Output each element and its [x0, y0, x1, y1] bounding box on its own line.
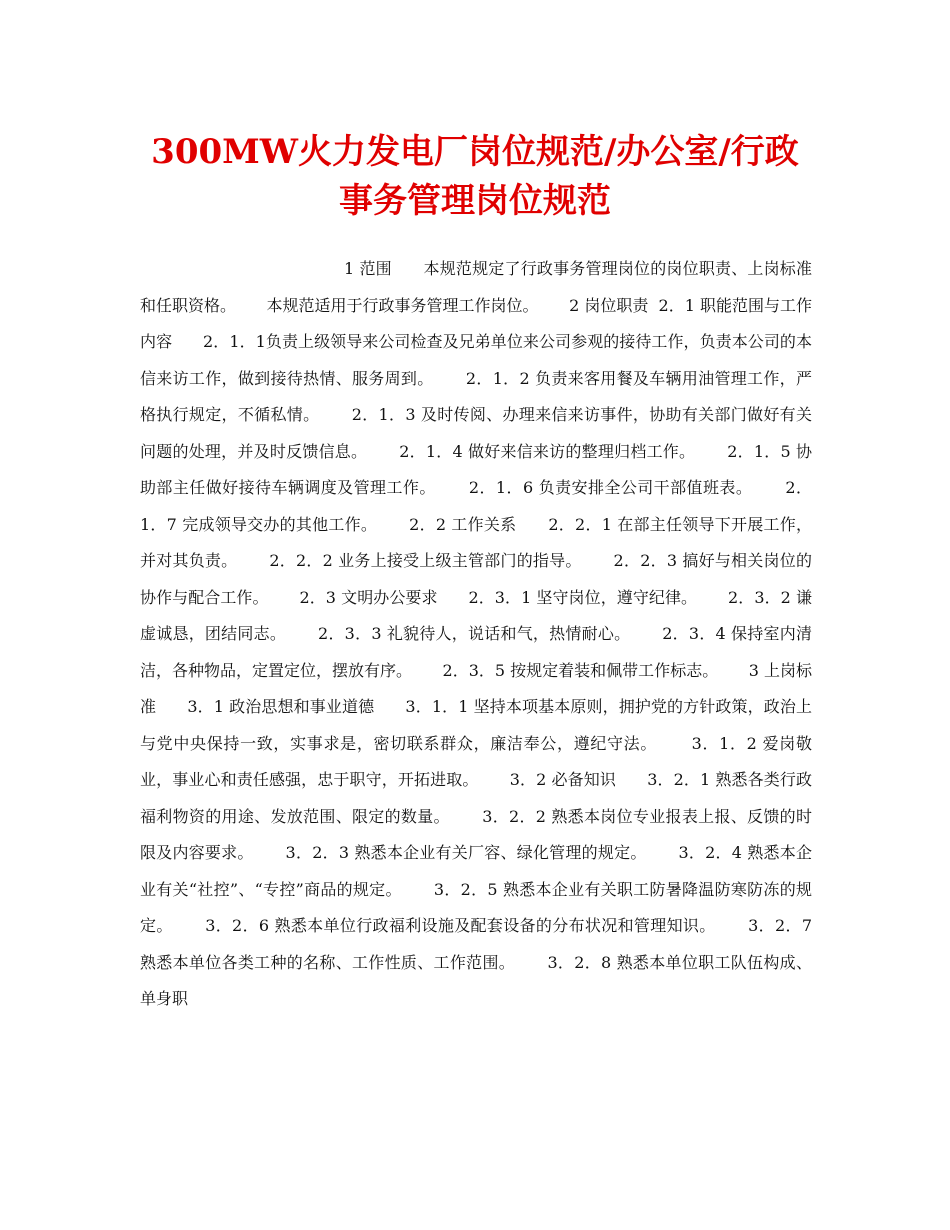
document-body: 1 范围 本规范规定了行政事务管理岗位的岗位职责、上岗标准和任职资格。 本规范适用于行政事务管理工作岗位。 2 岗位职责 2．1 职能范围与工作内容 2．1．1负责上级领导来公司检查及兄弟单位来公司参观的接待工作，负责本公司的本信来访工作，做到接待热情、服务周到。 2．1．2 负责来客用餐及车辆用油管理工作，严格执行规定，不循私情。 2．1．3 及时传阅、办理来信来访事件，协助有关部门做好有关问题的处理，并及时反馈信息。 2．1．4 做好来信来访的整理归档工作。 2．1．5 协助部主任做好接待车辆调度及管理工作。 2．1．6 负责安排全公司干部值班表。 2．1．7 完成领导交办的其他工作。 2．2 工作关系 2．2．1 在部主任领导下开展工作，并对其负责。 2．2．2 业务上接受上级主管部门的指导。 2．2．3 搞好与相关岗位的协作与配合工作。 2．3 文明办公要求 2．3．1 坚守岗位，遵守纪律。 2．3．2 谦虚诚恳，团结同志。 2．3．3 礼貌待人，说话和气，热情耐心。 2．3．4 保持室内清洁，各种物品，定置定位，摆放有序。 2．3．5 按规定着装和佩带工作标志。 3 上岗标准 3．1 政治思想和事业道德 3．1．1 坚持本项基本原则，拥护党的方针政策，政治上与党中央保持一致，实事求是，密切联系群众，廉洁奉公，遵纪守法。 3．1．2 爱岗敬业，事业心和责任感强，忠于职守，开拓进取。 3．2 必备知识 3．2．1 熟悉各类行政福利物资的用途、发放范围、限定的数量。 3．2．2 熟悉本岗位专业报表上报、反馈的时限及内容要求。 3．2．3 熟悉本企业有关厂容、绿化管理的规定。 3．2．4 熟悉本企业有关“社控”、“专控”商品的规定。 3．2．5 熟悉本企业有关职工防暑降温防寒防冻的规定。 3．2．6 熟悉本单位行政福利设施及配套设备的分布状况和管理知识。 3．2．7 熟悉本单位各类工种的名称、工作性质、工作范围。 3．2．8 熟悉本单位职工队伍构成、单身职 — [140, 259, 818, 1008]
document-title: 300MW火力发电厂岗位规范/办公室/行政事务管理岗位规范 — [151, 132, 799, 221]
